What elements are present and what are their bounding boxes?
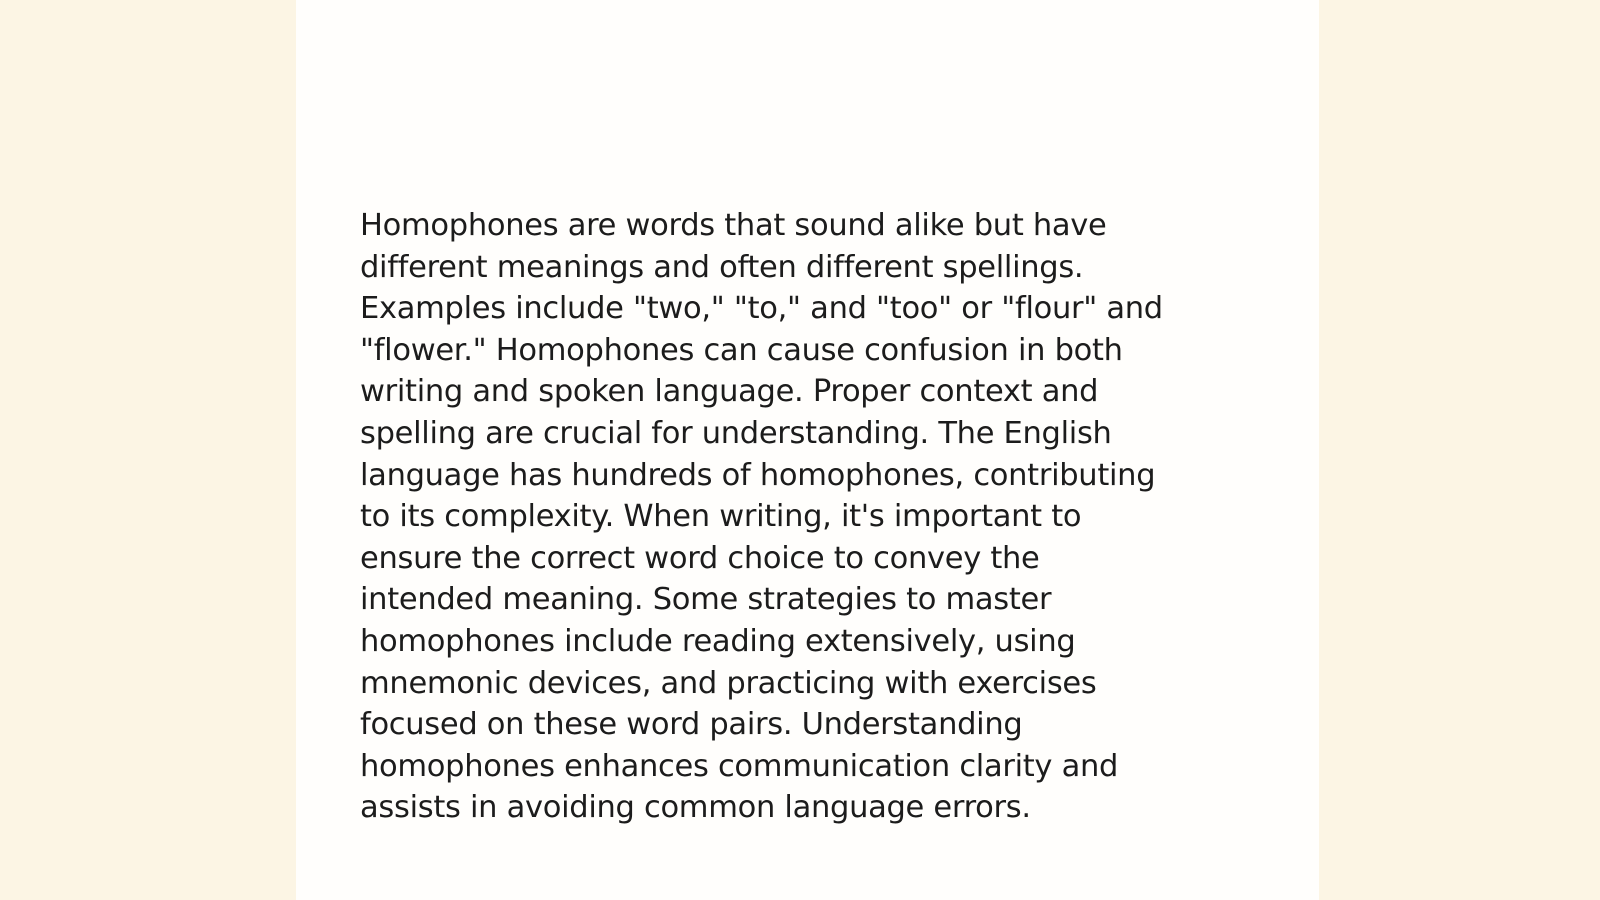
document-page: [296, 0, 1319, 900]
body-paragraph: Homophones are words that sound alike but have different meanings and often different spellings. Examples include "two," "to," and "too" or "flour" and "flower." Homophones can cause confusion in both writing and spoken language. Proper context and spelling are crucial for understanding. The English language has hundreds of homophones, contributing to its complexity. When writing, it's important to ensure the correct word choice to convey the intended meaning. Some strategies to master homophones include reading extensively, using mnemonic devices, and practicing with exercises focused on these word pairs. Understanding homophones enhances communication clarity and assists in avoiding common language errors.: [360, 208, 1163, 826]
